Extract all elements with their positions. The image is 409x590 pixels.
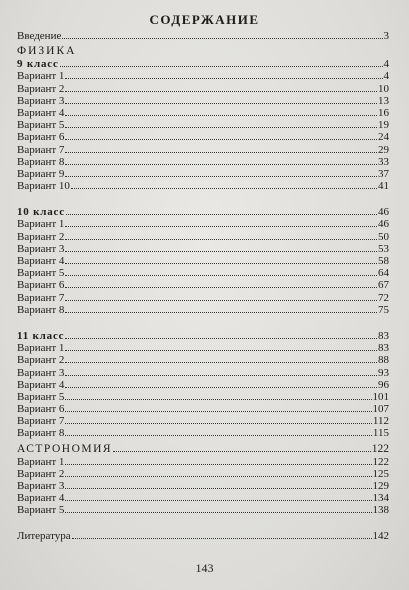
toc-entry-label: Вариант 5 — [17, 504, 65, 517]
toc-entry — [17, 243, 389, 255]
leader-dots — [65, 279, 377, 288]
toc-entry-page: 115 — [372, 427, 389, 440]
toc-entry-page: 122 — [371, 442, 389, 455]
toc-entry — [17, 107, 389, 119]
leader-dots — [65, 107, 377, 116]
leader-dots — [65, 218, 377, 227]
toc-entry-page: 75 — [378, 303, 389, 316]
leader-dots — [65, 119, 377, 128]
toc-entry — [17, 218, 389, 230]
leader-dots — [65, 468, 371, 477]
toc-entry-label: Вариант 6 — [17, 131, 65, 144]
section-heading-physics: ФИЗИКА — [17, 45, 77, 58]
toc-entry-literature — [17, 530, 389, 542]
toc-entry-label: Вариант 2 — [17, 354, 65, 367]
toc-entry-label: Вариант 9 — [17, 167, 65, 180]
leader-dots — [65, 330, 377, 339]
toc-entry-label: Вариант 8 — [17, 427, 65, 440]
toc-entry-label: Вариант 1 — [17, 218, 65, 231]
toc-entry-label: Вариант 3 — [17, 242, 65, 255]
leader-dots — [60, 58, 383, 67]
leader-dots — [65, 70, 382, 79]
toc-entry-grade-10 — [17, 206, 389, 218]
toc-entry-label: Вариант 8 — [17, 303, 65, 316]
leader-dots — [65, 231, 377, 240]
toc-entry — [17, 131, 389, 143]
toc-entry-label: 11 класс — [17, 329, 65, 342]
leader-dots — [66, 206, 377, 215]
leader-dots — [65, 480, 371, 489]
leader-dots — [65, 267, 377, 276]
toc-entry-label: Вариант 4 — [17, 378, 65, 391]
toc-entry — [17, 119, 389, 131]
toc-entry-label: Введение — [17, 30, 62, 42]
toc-entry — [17, 304, 389, 316]
toc-entry — [17, 456, 389, 468]
toc-entry-page: 29 — [378, 143, 389, 156]
toc-entry-page: 93 — [378, 366, 389, 379]
toc-entry-label: Вариант 5 — [17, 119, 65, 132]
leader-dots — [65, 144, 377, 153]
toc-entry-label: Вариант 6 — [17, 403, 65, 416]
toc-entry-page: 83 — [378, 342, 389, 355]
leader-dots — [65, 354, 377, 363]
leader-dots — [65, 292, 377, 301]
toc-entry — [17, 255, 389, 267]
leader-dots — [65, 504, 371, 513]
section-heading-astronomy: АСТРОНОМИЯ — [17, 442, 113, 455]
leader-dots — [65, 304, 377, 313]
leader-dots — [65, 156, 377, 165]
toc-entry-page: 41 — [378, 180, 389, 193]
toc-entry-page: 4 — [383, 58, 389, 71]
toc-entry — [17, 379, 389, 391]
toc-entry-page: 83 — [378, 329, 389, 342]
toc-entry-page: 53 — [378, 242, 389, 255]
toc-entry-page: 101 — [372, 390, 389, 403]
toc-entry-label: Литература — [17, 529, 71, 542]
toc-entry — [17, 292, 389, 304]
toc-entry — [17, 180, 389, 192]
toc-entry — [17, 342, 389, 354]
toc-entry-label: Вариант 1 — [17, 70, 65, 83]
toc-entry — [17, 83, 389, 95]
toc-entry-page: 4 — [383, 70, 389, 83]
page-number: 143 — [195, 561, 214, 575]
toc-entry-label: Вариант 6 — [17, 279, 65, 292]
toc-entry — [17, 168, 389, 180]
toc-entry-page: 125 — [372, 467, 389, 480]
toc-entry-page: 122 — [372, 455, 389, 468]
toc-entry — [17, 415, 389, 427]
toc-entry-page: 46 — [378, 218, 389, 231]
toc-entry-astronomy — [17, 442, 389, 456]
toc-entry — [17, 267, 389, 279]
toc-entry-label: Вариант 1 — [17, 342, 65, 355]
toc-entry-page: 46 — [378, 206, 389, 219]
toc-entry — [17, 95, 389, 107]
toc-entry — [17, 427, 389, 439]
toc-entry-label: Вариант 4 — [17, 255, 65, 267]
toc-entry-label: Вариант 8 — [17, 155, 65, 168]
toc-entry — [17, 70, 389, 82]
toc-entry-label: Вариант 7 — [17, 291, 65, 304]
leader-dots — [113, 443, 371, 452]
toc-entry-label: Вариант 2 — [17, 230, 65, 243]
leader-dots — [65, 403, 371, 412]
toc-entry-label: Вариант 3 — [17, 480, 65, 492]
leader-dots — [62, 30, 382, 39]
toc-entry — [17, 231, 389, 243]
toc-entry — [17, 156, 389, 168]
toc-entry-page: 88 — [378, 354, 389, 367]
toc-entry-page: 58 — [378, 255, 389, 267]
toc-entry-page: 134 — [372, 492, 389, 505]
toc-entry-page: 37 — [378, 167, 389, 180]
toc-entry — [17, 480, 389, 492]
toc-entry-label: Вариант 3 — [17, 94, 65, 107]
toc-entry-label: 10 класс — [17, 206, 65, 219]
toc-entry-page: 72 — [378, 291, 389, 304]
toc-entry-grade-9 — [17, 58, 389, 70]
toc-entry-page: 19 — [378, 119, 389, 132]
leader-dots — [65, 243, 377, 252]
toc-entry-label: Вариант 5 — [17, 390, 65, 403]
toc-entry-page: 67 — [378, 279, 389, 292]
toc-entry — [17, 492, 389, 504]
toc-entry — [17, 468, 389, 480]
toc-entry-label: Вариант 4 — [17, 106, 65, 119]
toc-entry-label: Вариант 2 — [17, 82, 65, 95]
leader-dots — [65, 367, 377, 376]
toc-entry-label: Вариант 2 — [17, 467, 65, 480]
toc-entry — [17, 144, 389, 156]
leader-dots — [65, 168, 377, 177]
toc-entry-page: 107 — [372, 403, 389, 416]
toc-entry-page: 112 — [372, 415, 389, 428]
toc-entry-page: 50 — [378, 230, 389, 243]
toc-entry-page: 13 — [378, 94, 389, 107]
toc-entry-intro — [17, 30, 389, 42]
leader-dots — [65, 342, 377, 351]
toc-entry-page: 96 — [378, 378, 389, 391]
leader-dots — [65, 379, 377, 388]
toc-entry-page: 142 — [372, 529, 389, 542]
toc-entry-page: 10 — [378, 82, 389, 95]
toc-entry-page: 33 — [378, 155, 389, 168]
toc-entry-page: 24 — [378, 131, 389, 144]
toc-entry-label: Вариант 7 — [17, 143, 65, 156]
leader-dots — [65, 131, 377, 140]
toc-entry-page: 3 — [383, 30, 389, 42]
toc-entry — [17, 279, 389, 291]
table-of-contents — [17, 30, 389, 542]
toc-entry-grade-11 — [17, 330, 389, 342]
leader-dots — [72, 530, 372, 539]
toc-entry-label: Вариант 10 — [17, 180, 70, 193]
leader-dots — [65, 95, 377, 104]
toc-entry — [17, 504, 389, 516]
toc-entry-label: Вариант 5 — [17, 267, 65, 280]
leader-dots — [65, 456, 371, 465]
toc-entry — [17, 403, 389, 415]
toc-entry-label: 9 класс — [17, 58, 59, 71]
leader-dots — [65, 415, 371, 424]
toc-entry-label: Вариант 7 — [17, 415, 65, 428]
toc-entry-page: 138 — [372, 504, 389, 517]
page-title: СОДЕРЖАНИЕ — [149, 12, 260, 27]
toc-entry — [17, 391, 389, 403]
toc-entry-page: 129 — [372, 480, 389, 492]
leader-dots — [65, 83, 377, 92]
leader-dots — [71, 180, 377, 189]
toc-entry — [17, 354, 389, 366]
toc-entry-label: Вариант 1 — [17, 455, 65, 468]
toc-entry-page: 64 — [378, 267, 389, 280]
leader-dots — [65, 391, 371, 400]
toc-entry — [17, 367, 389, 379]
leader-dots — [65, 492, 371, 501]
leader-dots — [65, 255, 377, 264]
toc-entry-page: 16 — [378, 106, 389, 119]
toc-entry-label: Вариант 3 — [17, 366, 65, 379]
leader-dots — [65, 427, 371, 436]
toc-entry-label: Вариант 4 — [17, 492, 65, 505]
